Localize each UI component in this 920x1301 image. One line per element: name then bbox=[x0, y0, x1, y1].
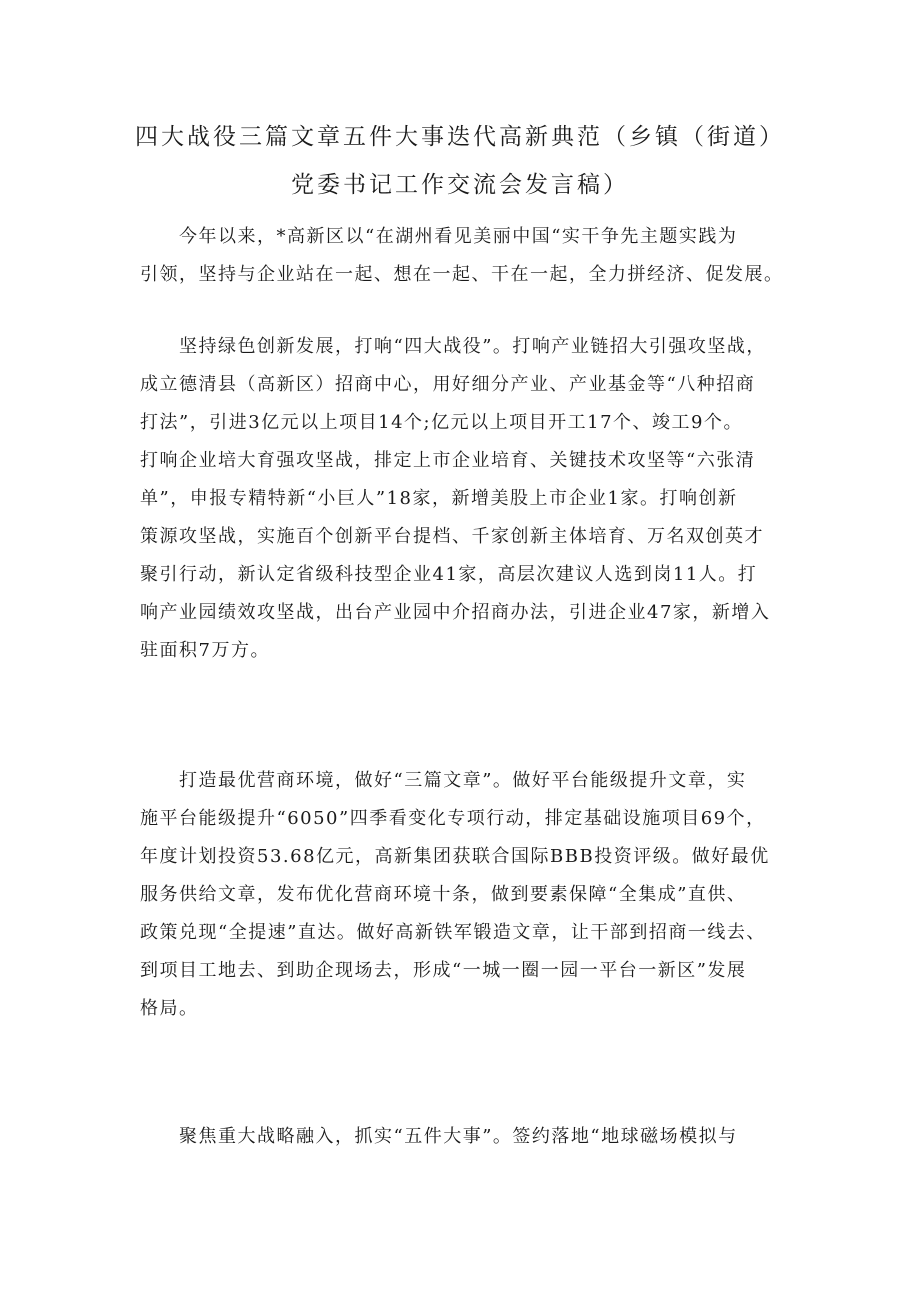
paragraph-four-battles bbox=[140, 328, 800, 670]
paragraph-line: 策源攻坚战，实施百个创新平台提档、千家创新主体培育、万名双创英才 bbox=[140, 526, 764, 547]
paragraph-line: 到项目工地去、到助企现场去，形成“一城一圈一园一平台一新区”发展 bbox=[140, 960, 747, 981]
paragraph-line: 成立德清县（高新区）招商中心，用好细分产业、产业基金等“八种招商 bbox=[140, 374, 756, 395]
paragraph-line: 打响企业培大育强攻坚战，排定上市企业培育、关键技术攻坚等“六张清 bbox=[140, 450, 756, 471]
paragraph-line: 打造最优营商环境，做好“三篇文章”。做好平台能级提升文章，实 bbox=[140, 770, 747, 791]
paragraph-line: 服务供给文章，发布优化营商环境十条，做到要素保障“全集成”直供、 bbox=[140, 884, 747, 905]
paragraph-line: 施平台能级提升“6050”四季看变化专项行动，排定基础设施项目69个， bbox=[140, 808, 766, 829]
paragraph-line: 单”，申报专精特新“小巨人”18家，新增美股上市企业1家。打响创新 bbox=[140, 488, 738, 509]
paragraph-line: 响产业园绩效攻坚战，出台产业园中介招商办法，引进企业47家，新增入 bbox=[140, 602, 771, 623]
paragraph-line: 今年以来，*高新区以“在湖州看见美丽中国“实干争先主题实践为 bbox=[140, 226, 738, 247]
paragraph-line: 引领，坚持与企业站在一起、想在一起、干在一起，全力拼经济、促发展。 bbox=[140, 264, 784, 285]
paragraph-line: 格局。 bbox=[140, 998, 199, 1019]
paragraph-line: 打法”，引进3亿元以上项目14个;亿元以上项目开工17个、竣工9个。 bbox=[140, 412, 743, 433]
paragraph-three-articles bbox=[140, 762, 800, 1028]
paragraph-line: 驻面积7万方。 bbox=[140, 640, 270, 661]
paragraph-five-events bbox=[140, 1118, 800, 1156]
paragraph-intro bbox=[140, 218, 800, 294]
document-title-line-2: 党委书记工作交流会发言稿） bbox=[291, 172, 629, 198]
paragraph-line: 聚焦重大战略融入，抓实“五件大事”。签约落地“地球磁场模拟与 bbox=[140, 1126, 738, 1147]
paragraph-line: 年度计划投资53.68亿元，高新集团获联合国际BBB投资评级。做好最优 bbox=[140, 846, 770, 867]
document-title-line-1: 四大战役三篇文章五件大事迭代高新典范（乡镇（街道） bbox=[135, 124, 785, 150]
paragraph-line: 坚持绿色创新发展，打响“四大战役”。打响产业链招大引强攻坚战， bbox=[140, 336, 766, 357]
paragraph-line: 政策兑现“全提速”直达。做好高新铁军锻造文章，让干部到招商一线去、 bbox=[140, 922, 766, 943]
paragraph-line: 聚引行动，新认定省级科技型企业41家，高层次建议人选到岗11人。打 bbox=[140, 564, 758, 585]
